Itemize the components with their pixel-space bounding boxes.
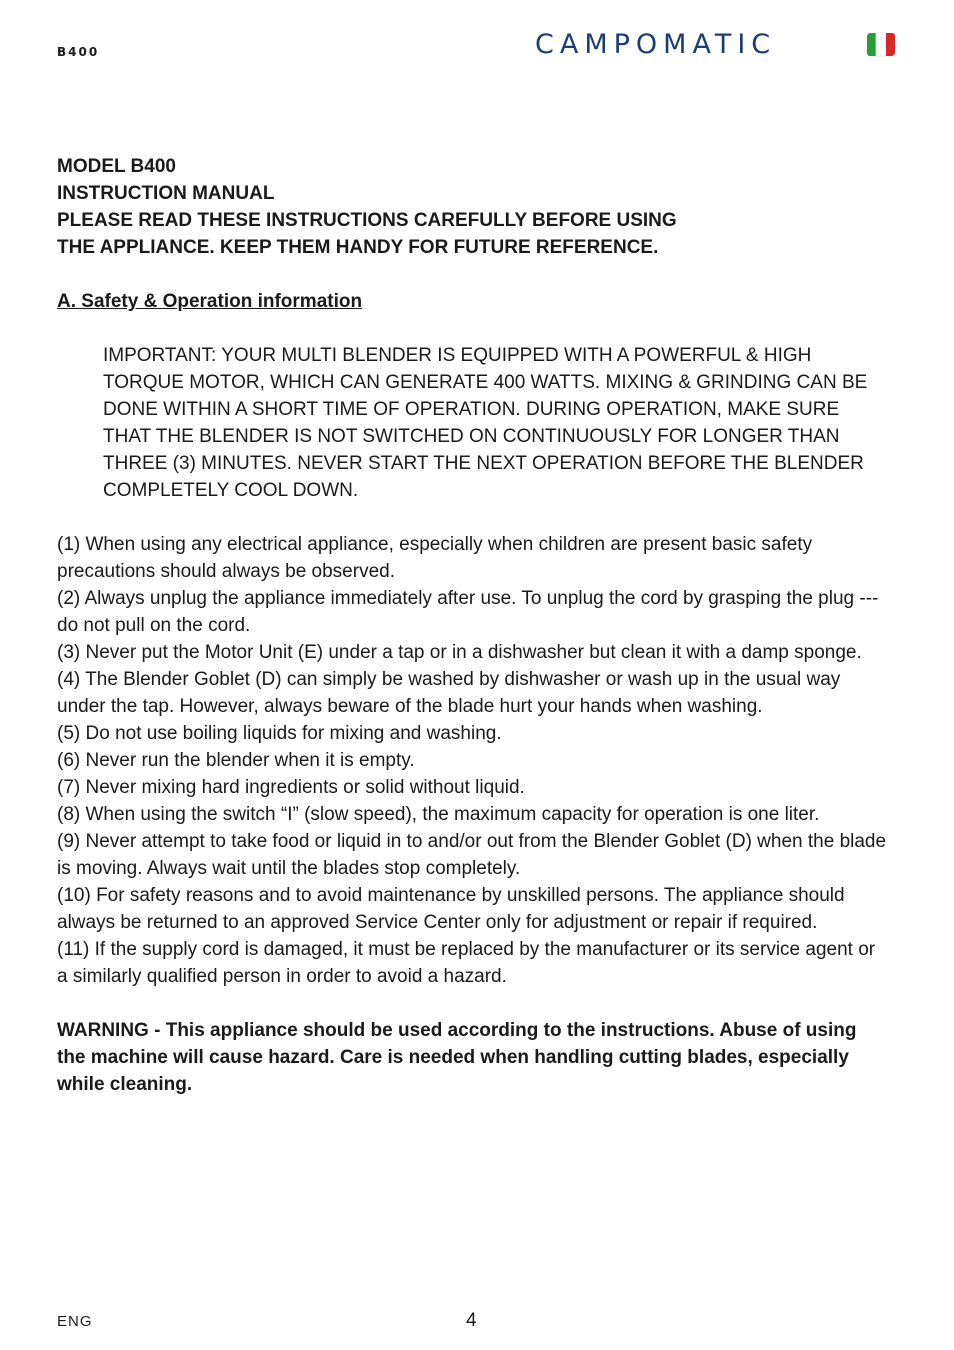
- italian-flag-icon: [865, 31, 897, 58]
- safety-list: [57, 531, 887, 990]
- safety-item-5: (5) Do not use boiling liquids for mixing and washing.: [57, 723, 502, 744]
- warning-paragraph: WARNING - This appliance should be used according to the instructions. Abuse of using the machine will cause hazard. Care is needed when handling cutting blades, especially while cleaning.: [57, 1020, 857, 1095]
- keep-handy-notice: THE APPLIANCE. KEEP THEM HANDY FOR FUTURE REFERENCE.: [57, 237, 659, 258]
- manual-title: INSTRUCTION MANUAL: [57, 183, 275, 204]
- brand-wordmark: CAMPOMATIC: [535, 29, 777, 60]
- safety-item-2: (2) Always unplug the appliance immediately after use. To unplug the cord by grasping the plug --- do not pull on the cord.: [57, 588, 879, 636]
- safety-item-7: (7) Never mixing hard ingredients or solid without liquid.: [57, 777, 525, 798]
- safety-item-10: (10) For safety reasons and to avoid maintenance by unskilled persons. The appliance should always be returned to an approved Service Center only for adjustment or repair if required.: [57, 885, 845, 933]
- document-body: [57, 153, 887, 1098]
- safety-item-1: (1) When using any electrical appliance, especially when children are present basic safety precautions should always be observed.: [57, 534, 813, 582]
- manual-header: [57, 153, 887, 261]
- page-number: 4: [466, 1310, 477, 1331]
- model-title: MODEL B400: [57, 156, 176, 177]
- model-code: B400: [57, 45, 100, 59]
- safety-item-4: (4) The Blender Goblet (D) can simply be washed by dishwasher or wash up in the usual way under the tap. However, always beware of the blade hurt your hands when washing.: [57, 669, 841, 717]
- footer-language: ENG: [57, 1313, 93, 1330]
- read-instructions-notice: PLEASE READ THESE INSTRUCTIONS CAREFULLY BEFORE USING: [57, 210, 677, 231]
- important-notice: IMPORTANT: YOUR MULTI BLENDER IS EQUIPPED WITH A POWERFUL & HIGH TORQUE MOTOR, WHICH CAN GENERATE 400 WATTS. MIXING & GRINDING CAN BE DONE WITHIN A SHORT TIME OF OPERATION. DURING OPERATION, MAKE SURE THAT THE BLENDER IS NOT SWITCHED ON CONTINUOUSLY FOR LONGER THAN THREE (3) MINUTES. NEVER START THE NEXT OPERATION BEFORE THE BLENDER COMPLETELY COOL DOWN.: [103, 345, 868, 501]
- section-heading: A. Safety & Operation information: [57, 291, 363, 312]
- safety-item-6: (6) Never run the blender when it is empty.: [57, 750, 415, 771]
- safety-item-3: (3) Never put the Motor Unit (E) under a tap or in a dishwasher but clean it with a damp sponge.: [57, 642, 862, 663]
- brand-logo: [535, 30, 897, 60]
- safety-item-8: (8) When using the switch “I” (slow speed), the maximum capacity for operation is one liter.: [57, 804, 820, 825]
- safety-item-9: (9) Never attempt to take food or liquid in to and/or out from the Blender Goblet (D) when the blade is moving. Always wait until the blades stop completely.: [57, 831, 887, 879]
- safety-item-11: (11) If the supply cord is damaged, it must be replaced by the manufacturer or its service agent or a similarly qualified person in order to avoid a hazard.: [57, 939, 876, 987]
